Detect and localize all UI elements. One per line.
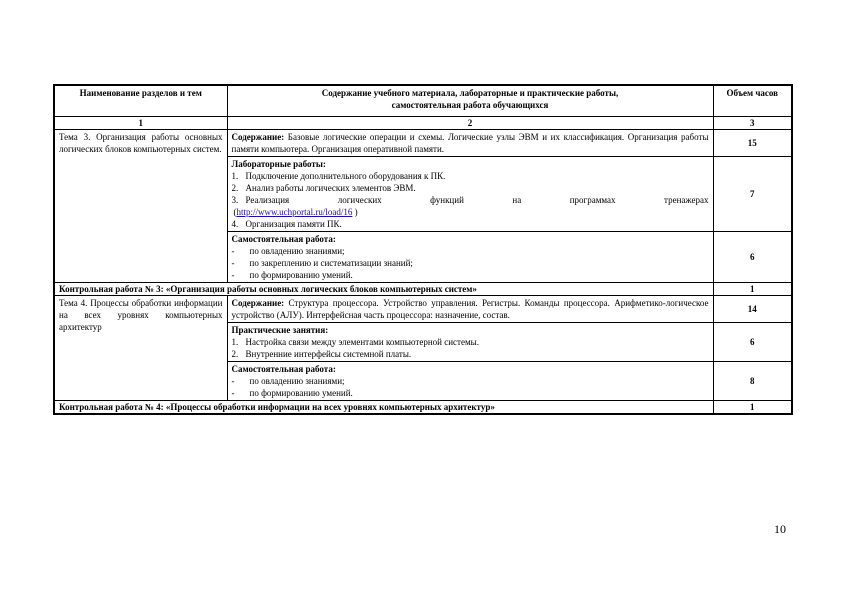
topic4-content (227, 296, 713, 323)
header-row (54, 85, 792, 117)
curriculum-table (53, 84, 793, 415)
header-sections: Наименование разделов и тем (54, 85, 227, 117)
topic4-content-hours: 14 (713, 296, 792, 323)
header-hours: Объем часов (713, 85, 792, 117)
practice-text: Настройка связи между элементами компьютерной системы. (245, 337, 479, 347)
lab3-word: функций (430, 195, 464, 205)
topic4-practices (227, 323, 713, 362)
lab3-word: Реализация (245, 195, 290, 205)
page-number: 10 (774, 522, 786, 536)
control-work-label: Контрольная работа № 4: (59, 402, 164, 412)
header-content (227, 85, 713, 117)
lab-number: 2. (231, 183, 239, 193)
practice-item (232, 336, 709, 348)
control-work-text: «Процессы обработки информации на всех уровнях компьютерных архитектур» (163, 402, 495, 412)
control-work-3-hours: 1 (713, 283, 792, 296)
topic3-self-work (227, 232, 713, 283)
lab-number: 1. (231, 171, 239, 181)
lab3-word: логических (337, 195, 382, 205)
topic4-content-row (54, 296, 792, 323)
self-item (232, 269, 709, 281)
topic3-lab-label: Лабораторные работы: (231, 159, 326, 169)
lab3-word: на (512, 195, 522, 205)
self-text: по овладению знаниями; (249, 376, 345, 386)
lab-item (232, 218, 709, 230)
control-work-4-row (54, 401, 792, 415)
control-work-text: «Организация работы основных логических блоков компьютерных систем» (163, 284, 477, 294)
self-text: по овладению знаниями; (249, 246, 345, 256)
lab3-word: тренажерах (664, 195, 709, 205)
self-text: по формированию умений. (249, 270, 353, 280)
self-text: по формированию умений. (249, 388, 353, 398)
topic4-practice-hours: 6 (713, 323, 792, 362)
lab3-text (246, 194, 709, 206)
lab-text: Подключение дополнительного оборудования к ПК. (245, 171, 446, 181)
topic3-lab-hours: 7 (713, 157, 792, 232)
practice-text: Внутренние интерфейсы системной платы. (245, 349, 412, 359)
uchportal-link[interactable]: http://www.uchportal.ru/load/16 (236, 207, 353, 217)
topic4-content-label: Содержание: (231, 298, 285, 308)
header-content-line2: самостоятельная работа обучающихся (391, 100, 549, 110)
lab-number: 3. (231, 195, 239, 205)
topic3-title: Тема 3. Организация работы основных логических блоков компьютерных систем. (54, 130, 227, 283)
column-number: 2 (227, 117, 713, 130)
link-paren: ( (233, 207, 237, 217)
topic3-self-hours: 6 (713, 232, 792, 283)
topic4-self-label: Самостоятельная работа: (231, 364, 336, 374)
link-paren: ) (352, 207, 358, 217)
control-work-label: Контрольная работа № 3: (59, 284, 164, 294)
column-number: 3 (713, 117, 792, 130)
lab-text: Организация памяти ПК. (245, 219, 342, 229)
lab-item (232, 182, 709, 194)
topic3-content (227, 130, 713, 157)
self-item (232, 375, 709, 387)
topic4-practice-label: Практические занятия: (231, 325, 329, 335)
topic3-self-label: Самостоятельная работа: (231, 234, 336, 244)
lab3-word: программах (569, 195, 616, 205)
dash-marker: - (231, 246, 235, 256)
control-work-3 (54, 283, 713, 296)
topic4-self-hours: 8 (713, 362, 792, 401)
column-number: 1 (54, 117, 227, 130)
topic3-labs (227, 157, 713, 232)
topic4-content-text: Структура процессора. Устройство управления. Регистры. Команды процессора. Арифметико-логическое устройство (АЛУ). Интерфейсная часть процессора: назначение, состав. (231, 298, 709, 320)
dash-marker: - (231, 270, 235, 280)
column-number-row (54, 117, 792, 130)
control-work-3-row (54, 283, 792, 296)
self-item (232, 387, 709, 399)
lab-number: 4. (231, 219, 239, 229)
lab-item (232, 194, 709, 206)
practice-number: 2. (231, 349, 239, 359)
practice-item (232, 348, 709, 360)
self-item (232, 245, 709, 257)
practice-number: 1. (231, 337, 239, 347)
control-work-4-hours: 1 (713, 401, 792, 415)
dash-marker: - (231, 388, 235, 398)
lab-item (232, 170, 709, 182)
topic3-content-hours: 15 (713, 130, 792, 157)
lab-text: Анализ работы логических элементов ЭВМ. (245, 183, 416, 193)
self-text: по закреплению и систематизации знаний; (249, 258, 413, 268)
control-work-4 (54, 401, 713, 415)
dash-marker: - (231, 258, 235, 268)
topic3-content-text: Базовые логические операции и схемы. Логические узлы ЭВМ и их классификация. Организация работы памяти компьютера. Организация оперативной памяти. (231, 132, 709, 154)
header-content-line1: Содержание учебного материала, лабораторные и практические работы, (321, 88, 619, 98)
topic4-title: Тема 4. Процессы обработки информации на всех уровнях компьютерных архитектур (54, 296, 227, 401)
self-item (232, 257, 709, 269)
topic3-content-row (54, 130, 792, 157)
dash-marker: - (231, 376, 235, 386)
topic4-self-work (227, 362, 713, 401)
topic3-content-label: Содержание: (231, 132, 285, 142)
